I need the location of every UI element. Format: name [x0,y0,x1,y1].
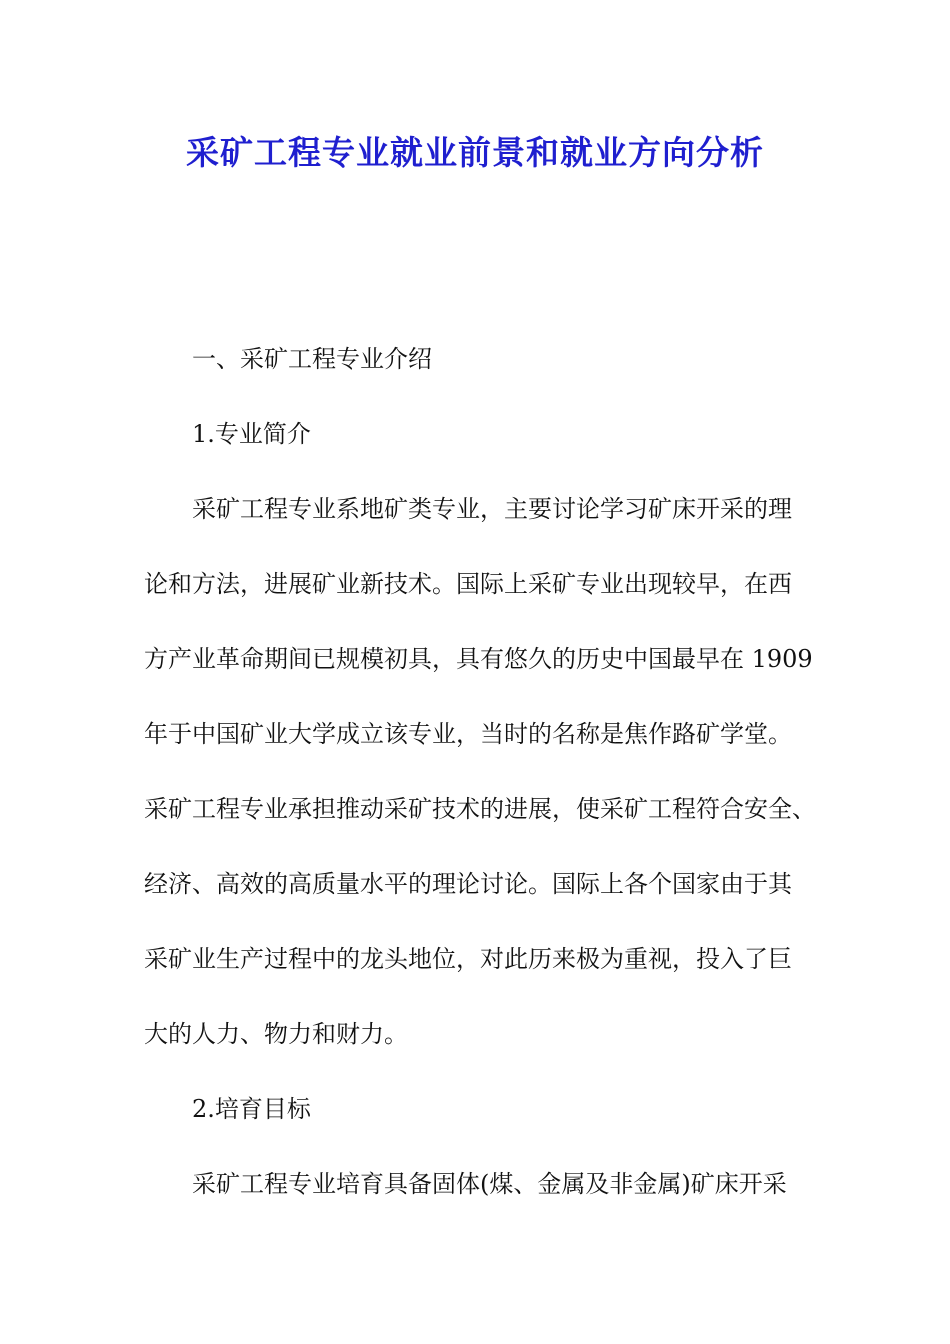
paragraph-line: 采矿工程专业承担推动采矿技术的进展，使采矿工程符合安全、 [144,795,816,823]
subsection-heading-2: 2.培育目标 [192,1095,311,1123]
paragraph-line: 年于中国矿业大学成立该专业，当时的名称是焦作路矿学堂。 [144,720,792,748]
paragraph-line: 大的人力、物力和财力。 [144,1020,408,1048]
document-title: 采矿工程专业就业前景和就业方向分析 [186,133,764,172]
subsection-heading-1: 1.专业简介 [192,420,311,448]
paragraph-line: 经济、高效的高质量水平的理论讨论。国际上各个国家由于其 [144,870,792,898]
paragraph-line: 论和方法，进展矿业新技术。国际上采矿专业出现较早，在西 [144,570,792,598]
paragraph-line: 方产业革命期间已规模初具，具有悠久的历史中国最早在 1909 [144,645,813,673]
paragraph-line: 采矿业生产过程中的龙头地位，对此历来极为重视，投入了巨 [144,945,792,973]
section-heading-1: 一、采矿工程专业介绍 [192,345,432,373]
paragraph-line: 采矿工程专业系地矿类专业，主要讨论学习矿床开采的理 [192,495,792,523]
paragraph-line: 采矿工程专业培育具备固体(煤、金属及非金属)矿床开采 [192,1170,787,1198]
